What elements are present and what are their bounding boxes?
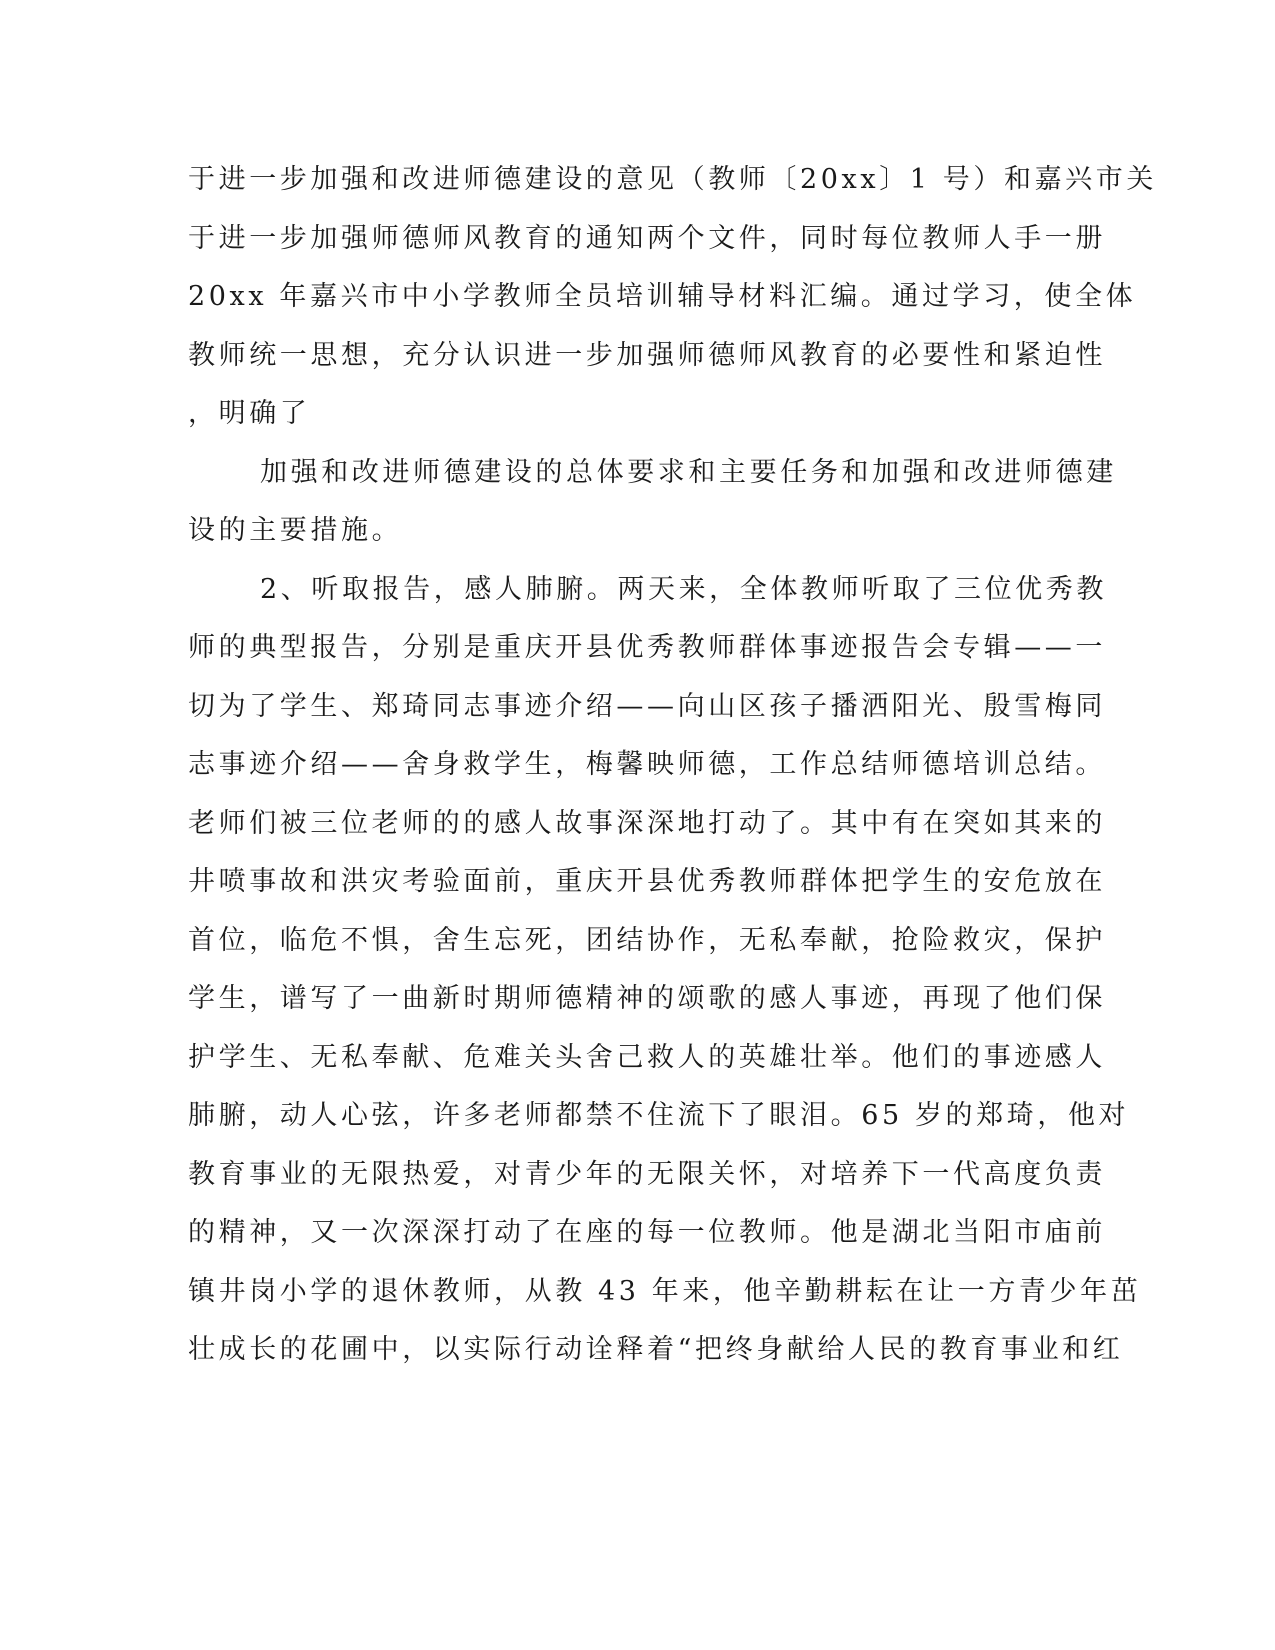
paragraph-first-line: 2、听取报告，感人肺腑。两天来，全体教师听取了三位优秀教: [260, 574, 1107, 605]
text-line: 于进一步加强和改进师德建设的意见（教师〔20xx〕1 号）和嘉兴市关: [188, 164, 1157, 195]
text-line: 师的典型报告，分别是重庆开县优秀教师群体事迹报告会专辑——一: [188, 632, 1106, 663]
text-line: 教师统一思想，充分认识进一步加强师德师风教育的必要性和紧迫性: [188, 340, 1106, 371]
text-line: 老师们被三位老师的的感人故事深深地打动了。其中有在突如其来的: [188, 808, 1106, 839]
text-line: 20xx 年嘉兴市中小学教师全员培训辅导材料汇编。通过学习，使全体: [188, 281, 1137, 312]
text-line: 井喷事故和洪灾考验面前，重庆开县优秀教师群体把学生的安危放在: [188, 866, 1106, 897]
text-line: 镇井岗小学的退休教师，从教 43 年来，他辛勤耕耘在让一方青少年茁: [188, 1276, 1142, 1307]
text-line: 护学生、无私奉献、危难关头舍己救人的英雄壮举。他们的事迹感人: [188, 1042, 1106, 1073]
text-line: 于进一步加强师德师风教育的通知两个文件，同时每位教师人手一册: [188, 223, 1106, 254]
text-line: 教育事业的无限热爱，对青少年的无限关怀，对培养下一代高度负责: [188, 1159, 1106, 1190]
text-line: 的精神，又一次深深打动了在座的每一位教师。他是湖北当阳市庙前: [188, 1217, 1106, 1248]
paragraph-first-line: 加强和改进师德建设的总体要求和主要任务和加强和改进师德建: [260, 457, 1117, 488]
text-line: ，明确了: [188, 398, 311, 429]
text-line: 首位，临危不惧，舍生忘死，团结协作，无私奉献，抢险救灾，保护: [188, 925, 1106, 956]
text-line: 肺腑，动人心弦，许多老师都禁不住流下了眼泪。65 岁的郑琦，他对: [188, 1100, 1130, 1131]
text-line: 志事迹介绍——舍身救学生，梅馨映师德，工作总结师德培训总结。: [188, 749, 1106, 780]
text-line: 设的主要措施。: [188, 515, 403, 546]
text-line: 学生，谱写了一曲新时期师德精神的颂歌的感人事迹，再现了他们保: [188, 983, 1106, 1014]
text-line: 切为了学生、郑琦同志事迹介绍——向山区孩子播洒阳光、殷雪梅同: [188, 691, 1106, 722]
text-line: 壮成长的花圃中，以实际行动诠释着“把终身献给人民的教育事业和红: [188, 1334, 1124, 1365]
